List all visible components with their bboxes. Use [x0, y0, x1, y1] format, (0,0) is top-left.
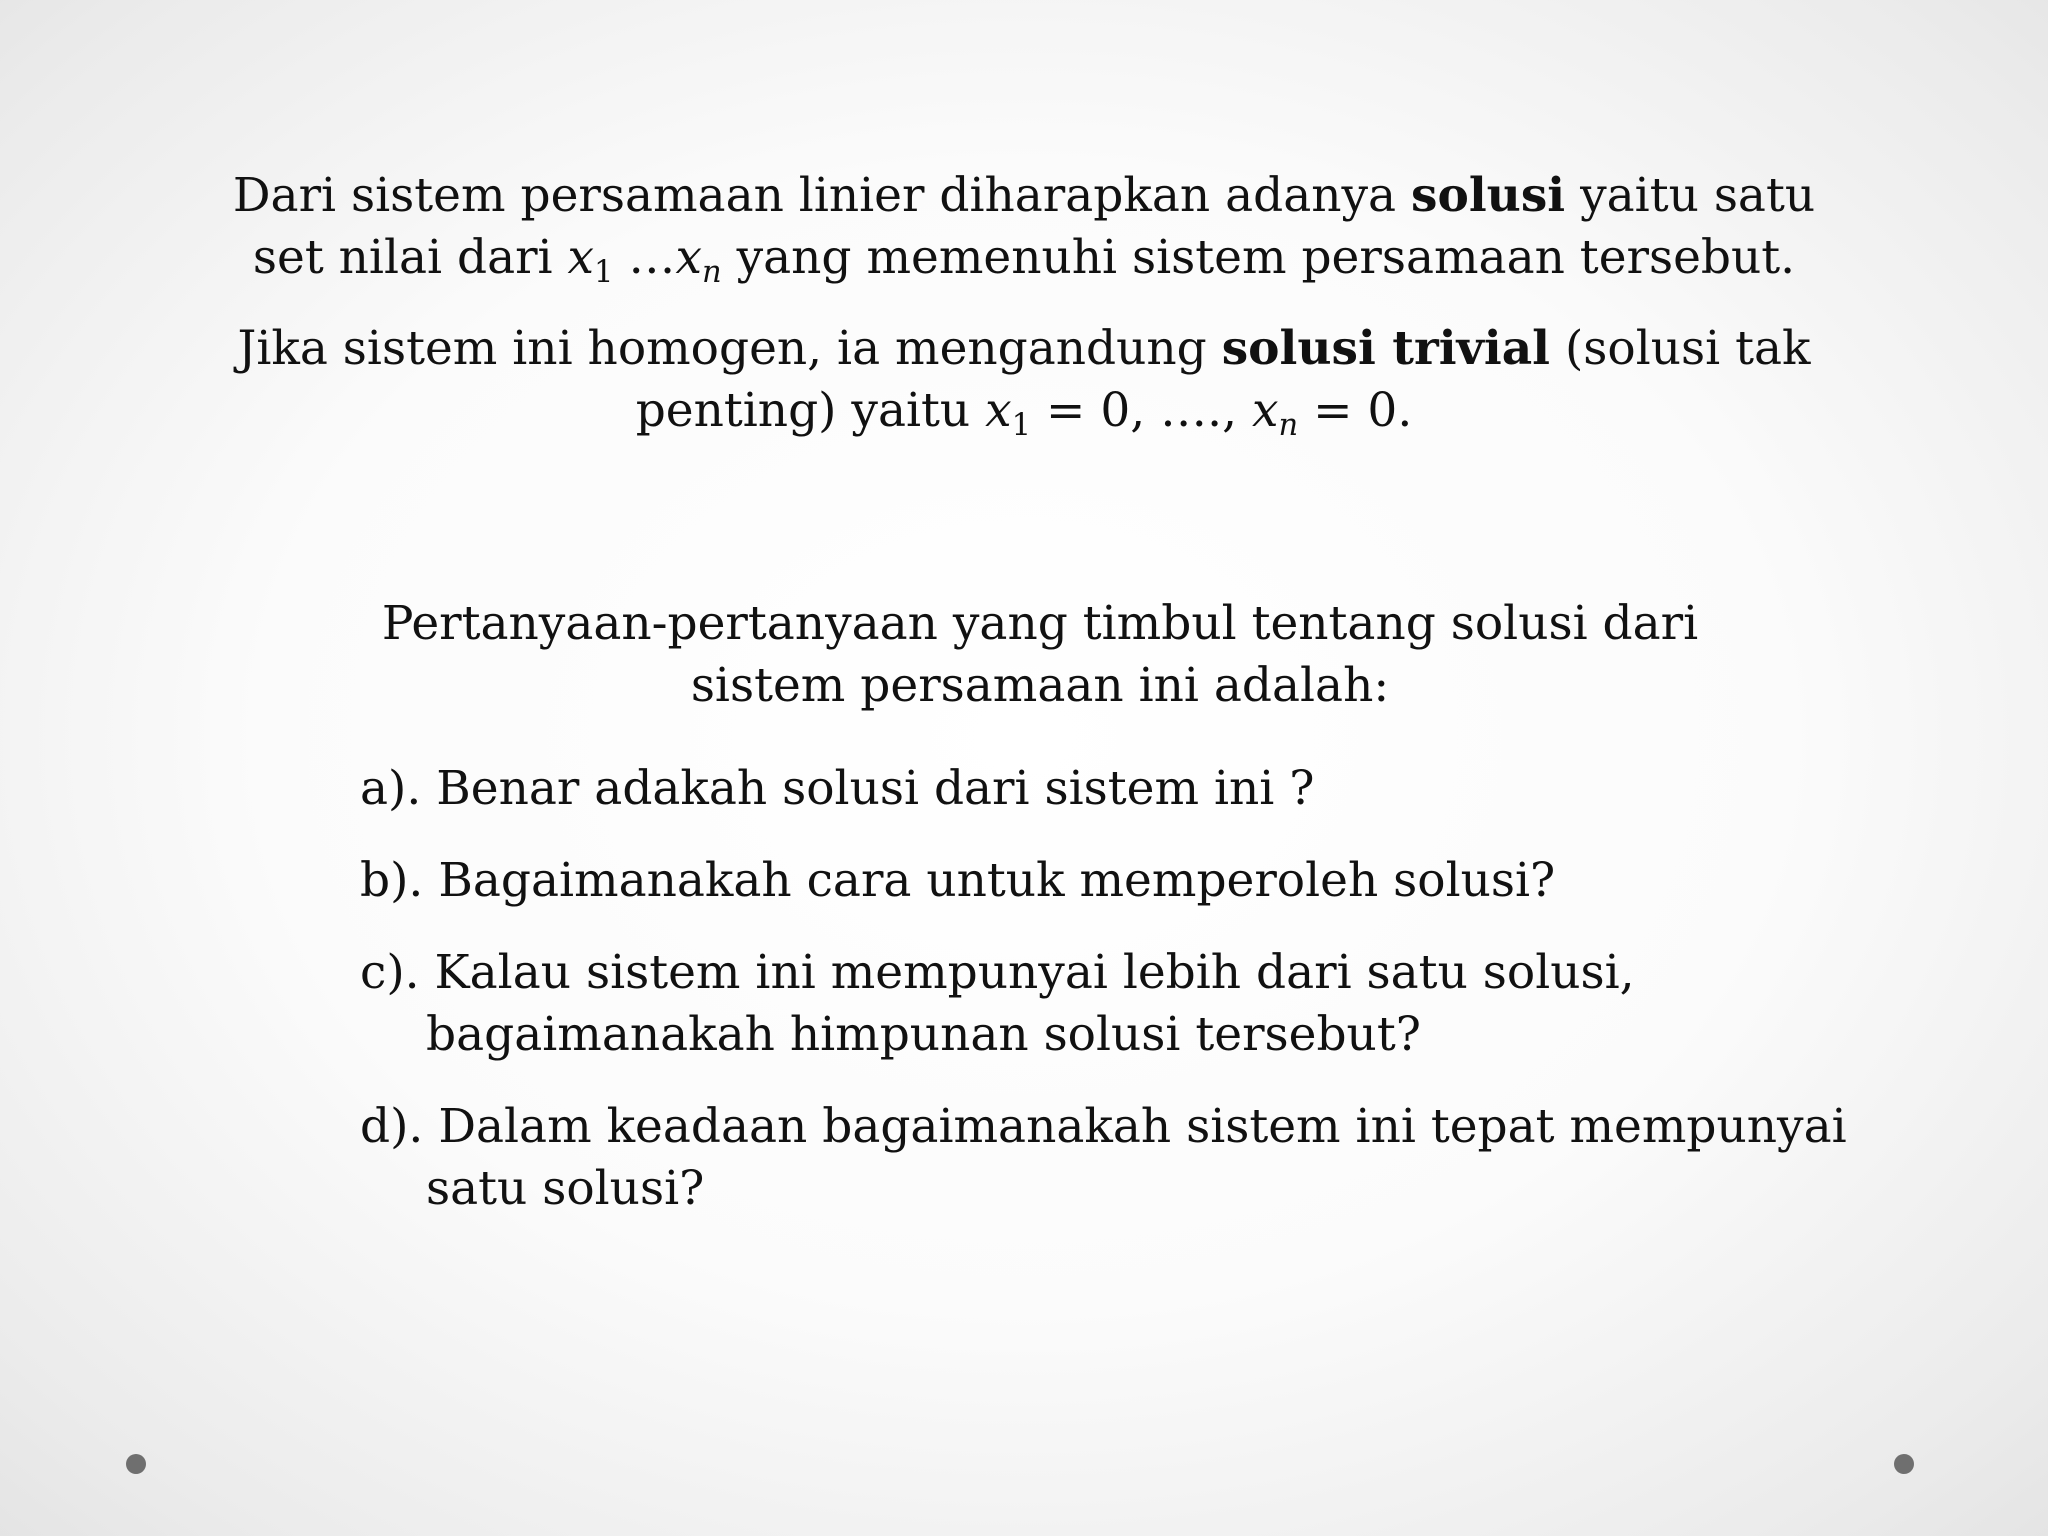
- decorative-dot-left: [126, 1454, 146, 1474]
- list-item: [360, 850, 1880, 912]
- list-item: [360, 942, 1880, 1066]
- questions-heading: Pertanyaan-pertanyaan yang timbul tentang solusi dari sistem persamaan ini adalah:: [381, 596, 1699, 713]
- questions-list: [360, 758, 1880, 1250]
- list-marker: c).: [360, 945, 420, 1000]
- intro-text-2: yaitu satu set nilai dari: [252, 168, 1816, 285]
- intro-text-3: yang memenuhi sistem persamaan tersebut.: [721, 230, 1796, 285]
- subscript-1: 1: [594, 255, 614, 291]
- list-marker: d).: [360, 1099, 424, 1154]
- subscript-1: 1: [1011, 408, 1032, 444]
- list-marker: a).: [360, 761, 422, 816]
- intro-bold-solusi: solusi: [1411, 168, 1566, 223]
- equation-part-2: = 0.: [1298, 383, 1413, 438]
- var-x1: x: [985, 383, 1012, 438]
- intro-paragraph: [200, 165, 1848, 289]
- list-item-text: Bagaimanakah cara untuk memperoleh solusi?: [423, 853, 1556, 908]
- list-marker: b).: [360, 853, 424, 908]
- var-xn: x: [675, 230, 702, 285]
- trivial-bold-solusi-trivial: solusi trivial: [1221, 321, 1551, 376]
- trivial-text-2: (solusi tak penting) yaitu: [635, 321, 1811, 438]
- list-item: [360, 758, 1880, 820]
- subscript-n: n: [701, 255, 722, 291]
- var-x1: x: [567, 230, 595, 285]
- list-item-text: Benar adakah solusi dari sistem ini ?: [421, 761, 1315, 816]
- var-xn: x: [1251, 383, 1279, 438]
- intro-text-1: Dari sistem persamaan linier diharapkan adanya: [232, 168, 1412, 223]
- list-item: [360, 1096, 1880, 1220]
- subscript-n: n: [1278, 408, 1299, 444]
- list-item-text: Kalau sistem ini mempunyai lebih dari satu solusi, bagaimanakah himpunan solusi tersebut?: [419, 945, 1635, 1062]
- decorative-dot-right: [1894, 1454, 1914, 1474]
- ellipsis: …: [613, 230, 676, 285]
- equation-part-1: = 0, ….,: [1031, 383, 1252, 438]
- trivial-paragraph: [200, 318, 1848, 442]
- list-item-text: Dalam keadaan bagaimanakah sistem ini tepat mempunyai satu solusi?: [423, 1099, 1847, 1216]
- trivial-text-1: Jika sistem ini homogen, ia mengandung: [237, 321, 1222, 376]
